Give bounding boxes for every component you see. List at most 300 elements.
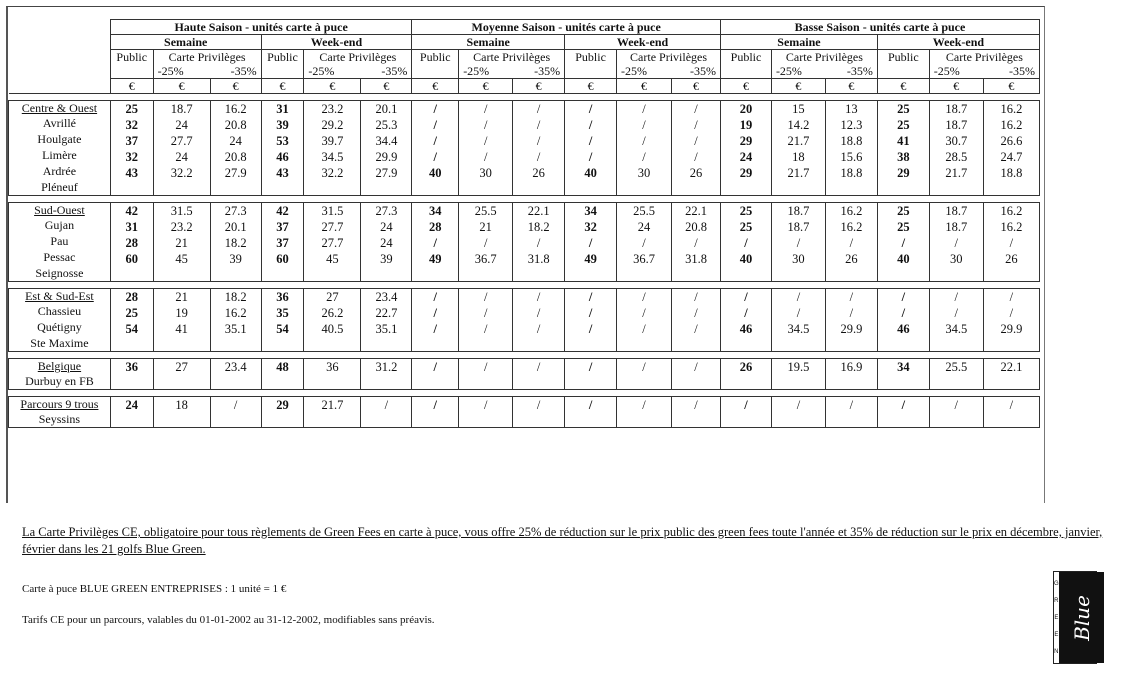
price-value: / bbox=[536, 290, 541, 304]
public-price-cell bbox=[110, 289, 153, 352]
price-value: 18.7 bbox=[945, 102, 968, 116]
price-value: 28 bbox=[125, 290, 138, 304]
price-value: 40.5 bbox=[321, 322, 344, 336]
price-value: 20.8 bbox=[224, 150, 247, 164]
price-value: 27.3 bbox=[375, 204, 398, 218]
discount-labels bbox=[619, 64, 718, 78]
price-value: 24 bbox=[175, 150, 188, 164]
discount-price-cell bbox=[983, 101, 1039, 196]
price-value: 25 bbox=[739, 204, 753, 218]
price-value: 49 bbox=[584, 252, 597, 266]
price-value: 19 bbox=[175, 306, 188, 320]
price-value: 29 bbox=[739, 134, 753, 148]
discount-price-cell bbox=[361, 359, 412, 390]
public-price-cell bbox=[721, 101, 772, 196]
price-value: / bbox=[536, 306, 541, 320]
price-value: 28 bbox=[429, 220, 442, 234]
euro-unit: € bbox=[929, 79, 983, 94]
price-value: 30 bbox=[479, 166, 492, 180]
price-value: 27.3 bbox=[224, 204, 247, 218]
discount-price-cell bbox=[459, 203, 513, 282]
price-value: 25.5 bbox=[945, 360, 968, 374]
price-value: 24 bbox=[739, 150, 753, 164]
price-value: / bbox=[694, 102, 698, 116]
blue-green-logo bbox=[1053, 571, 1097, 664]
price-value: 30.7 bbox=[945, 134, 968, 148]
euro-unit: € bbox=[565, 79, 617, 94]
price-value: 16.2 bbox=[840, 204, 863, 218]
price-value: 40 bbox=[897, 252, 910, 266]
price-value: 34.5 bbox=[787, 322, 810, 336]
price-value: 30 bbox=[792, 252, 805, 266]
discount-price-cell bbox=[304, 359, 361, 390]
price-value: / bbox=[536, 102, 541, 116]
price-value: 45 bbox=[326, 252, 339, 266]
price-value: 35 bbox=[276, 306, 289, 320]
price-value: / bbox=[433, 118, 437, 132]
discount-price-cell bbox=[617, 101, 672, 196]
price-value: 18.8 bbox=[840, 134, 863, 148]
golf-club-name: Pau bbox=[50, 234, 69, 248]
public-price-cell bbox=[110, 101, 153, 196]
price-value: 25 bbox=[897, 220, 910, 234]
price-value: / bbox=[642, 102, 646, 116]
price-value: / bbox=[433, 236, 437, 250]
discount-price-cell bbox=[771, 289, 825, 352]
public-header: Public bbox=[110, 50, 153, 79]
discount-price-cell bbox=[459, 397, 513, 428]
euro-unit: € bbox=[513, 79, 565, 94]
price-value: 36 bbox=[326, 360, 339, 374]
price-value: 41 bbox=[175, 322, 188, 336]
weekend-header: Week-end bbox=[877, 35, 1039, 50]
season-header: Haute Saison - unités carte à puce bbox=[110, 20, 411, 35]
price-value: / bbox=[694, 398, 698, 412]
discount-price-cell bbox=[929, 289, 983, 352]
price-value: 46 bbox=[276, 150, 289, 164]
discount-price-cell bbox=[983, 203, 1039, 282]
price-value: 43 bbox=[125, 166, 138, 180]
region-row bbox=[9, 101, 1040, 196]
euro-unit: € bbox=[261, 79, 304, 94]
price-value: / bbox=[954, 236, 959, 250]
price-value: / bbox=[536, 398, 541, 412]
price-value: / bbox=[642, 322, 646, 336]
carte-label: Carte Privilèges bbox=[630, 50, 708, 64]
euro-unit: € bbox=[459, 79, 513, 94]
price-value: 21.7 bbox=[787, 166, 810, 180]
golf-club-name: Limère bbox=[42, 148, 77, 162]
discount-price-cell bbox=[825, 203, 877, 282]
price-value: 27 bbox=[326, 290, 339, 304]
euro-unit: € bbox=[210, 79, 261, 94]
price-value: 12.3 bbox=[840, 118, 863, 132]
euro-unit: € bbox=[825, 79, 877, 94]
discount-price-cell bbox=[153, 203, 210, 282]
price-value: / bbox=[744, 236, 748, 250]
discount-price-cell bbox=[929, 101, 983, 196]
discount-price-cell bbox=[617, 203, 672, 282]
price-value: / bbox=[694, 290, 698, 304]
price-value: 20 bbox=[739, 102, 753, 116]
price-value: / bbox=[588, 236, 593, 250]
price-value: 21.7 bbox=[787, 134, 810, 148]
public-price-cell bbox=[412, 101, 459, 196]
public-price-cell bbox=[261, 203, 304, 282]
unit-note: Carte à puce BLUE GREEN ENTREPRISES : 1 unité = 1 € bbox=[22, 583, 287, 595]
price-value: 36.7 bbox=[474, 252, 497, 266]
public-price-cell bbox=[877, 203, 929, 282]
discount-price-cell bbox=[513, 397, 565, 428]
public-price-cell bbox=[412, 289, 459, 352]
price-value: 40 bbox=[584, 166, 597, 180]
region-cell bbox=[9, 359, 111, 390]
price-value: / bbox=[588, 102, 593, 116]
discount-price-cell bbox=[304, 397, 361, 428]
carte-label: Carte Privilèges bbox=[785, 50, 863, 64]
price-value: / bbox=[536, 118, 541, 132]
logo-letter: E bbox=[1054, 631, 1059, 638]
discount-25: -25% bbox=[933, 64, 960, 78]
price-value: / bbox=[588, 360, 593, 374]
price-value: 20.8 bbox=[685, 220, 707, 234]
price-value: 26 bbox=[689, 166, 703, 180]
discount-price-cell bbox=[210, 101, 261, 196]
discount-price-cell bbox=[771, 203, 825, 282]
public-price-cell bbox=[565, 289, 617, 352]
price-value: / bbox=[588, 290, 593, 304]
price-value: 24 bbox=[175, 118, 188, 132]
price-value: 54 bbox=[276, 322, 289, 336]
price-value: 25 bbox=[897, 102, 910, 116]
discount-35: -35% bbox=[846, 64, 873, 78]
region-row bbox=[9, 289, 1040, 352]
discount-price-cell bbox=[771, 359, 825, 390]
price-value: 20.1 bbox=[375, 102, 398, 116]
price-value: 26.2 bbox=[321, 306, 344, 320]
discount-price-cell bbox=[672, 359, 721, 390]
price-value: / bbox=[483, 150, 488, 164]
price-value: 24 bbox=[637, 220, 651, 234]
discount-35: -35% bbox=[1009, 64, 1035, 78]
golf-club-name: Chassieu bbox=[37, 304, 82, 318]
region-row bbox=[9, 203, 1040, 282]
discount-25: -25% bbox=[775, 64, 802, 78]
discount-35: -35% bbox=[230, 64, 257, 78]
carte-privileges-header bbox=[771, 50, 877, 79]
price-value: 16.9 bbox=[840, 360, 863, 374]
price-value: 16.2 bbox=[1000, 220, 1023, 234]
price-value: / bbox=[483, 398, 488, 412]
discount-price-cell bbox=[513, 289, 565, 352]
price-value: / bbox=[796, 306, 801, 320]
price-value: 25 bbox=[125, 102, 138, 116]
weekend-header: Week-end bbox=[261, 35, 412, 50]
price-value: / bbox=[642, 360, 646, 374]
discount-price-cell bbox=[825, 397, 877, 428]
discount-price-cell bbox=[771, 101, 825, 196]
price-value: / bbox=[433, 306, 437, 320]
price-value: / bbox=[536, 150, 541, 164]
price-value: 23.4 bbox=[224, 360, 247, 374]
price-value: 32.2 bbox=[321, 166, 344, 180]
price-value: / bbox=[954, 306, 959, 320]
price-value: 29 bbox=[739, 166, 753, 180]
price-value: 16.2 bbox=[1000, 204, 1023, 218]
price-value: / bbox=[483, 102, 488, 116]
season-header: Basse Saison - unités carte à puce bbox=[721, 20, 1040, 35]
price-value: / bbox=[849, 398, 854, 412]
price-value: 23.2 bbox=[321, 102, 344, 116]
price-value: 26 bbox=[532, 166, 545, 180]
price-value: 31 bbox=[276, 102, 289, 116]
price-value: 48 bbox=[276, 360, 289, 374]
discount-25: -25% bbox=[463, 64, 490, 78]
public-price-cell bbox=[877, 289, 929, 352]
price-value: / bbox=[483, 290, 488, 304]
euro-unit: € bbox=[721, 79, 772, 94]
region-name: Parcours 9 trous bbox=[20, 397, 99, 411]
region-row bbox=[9, 397, 1040, 428]
price-value: / bbox=[694, 150, 698, 164]
price-value: 39 bbox=[229, 252, 242, 266]
euro-unit: € bbox=[361, 79, 412, 94]
price-value: 53 bbox=[276, 134, 289, 148]
price-value: 16.2 bbox=[224, 306, 247, 320]
price-value: 18.7 bbox=[945, 118, 968, 132]
price-value: / bbox=[433, 134, 437, 148]
price-value: 54 bbox=[125, 322, 138, 336]
price-value: 16.2 bbox=[840, 220, 863, 234]
price-value: / bbox=[642, 236, 646, 250]
price-value: 18.2 bbox=[527, 220, 550, 234]
price-value: / bbox=[642, 290, 646, 304]
carte-label: Carte Privilèges bbox=[319, 50, 397, 64]
discount-price-cell bbox=[513, 203, 565, 282]
price-value: 40 bbox=[429, 166, 442, 180]
price-value: / bbox=[796, 236, 801, 250]
discount-price-cell bbox=[672, 289, 721, 352]
golf-club-name: Ste Maxime bbox=[30, 336, 89, 350]
discount-price-cell bbox=[153, 359, 210, 390]
price-value: 30 bbox=[637, 166, 651, 180]
public-price-cell bbox=[877, 101, 929, 196]
discount-price-cell bbox=[983, 397, 1039, 428]
discount-35: -35% bbox=[690, 64, 717, 78]
price-value: 45 bbox=[175, 252, 188, 266]
region-row bbox=[9, 359, 1040, 390]
discount-price-cell bbox=[672, 203, 721, 282]
discount-labels bbox=[461, 64, 562, 78]
price-value: 36.7 bbox=[633, 252, 655, 266]
price-value: 32.2 bbox=[170, 166, 193, 180]
golf-club-name: Avrillé bbox=[42, 116, 76, 130]
weekend-header: Week-end bbox=[565, 35, 721, 50]
price-value: 28 bbox=[125, 236, 138, 250]
price-value: / bbox=[588, 322, 593, 336]
discount-price-cell bbox=[304, 203, 361, 282]
public-price-cell bbox=[721, 397, 772, 428]
golf-club-name: Pléneuf bbox=[41, 180, 78, 194]
golf-club-name: Durbuy en FB bbox=[25, 374, 94, 388]
public-price-cell bbox=[877, 397, 929, 428]
price-value: 16.2 bbox=[1000, 118, 1023, 132]
discount-price-cell bbox=[983, 359, 1039, 390]
price-value: 25.5 bbox=[633, 204, 655, 218]
price-value: / bbox=[642, 150, 646, 164]
tarifs-table bbox=[8, 19, 1040, 428]
price-value: 18.7 bbox=[945, 204, 968, 218]
price-value: / bbox=[233, 398, 238, 412]
price-value: 39.7 bbox=[321, 134, 344, 148]
price-value: / bbox=[796, 398, 801, 412]
price-value: 39 bbox=[380, 252, 393, 266]
discount-price-cell bbox=[304, 289, 361, 352]
price-value: 22.1 bbox=[1000, 360, 1023, 374]
price-value: / bbox=[588, 150, 593, 164]
price-value: / bbox=[642, 134, 646, 148]
price-value: 39 bbox=[276, 118, 289, 132]
public-header: Public bbox=[261, 50, 304, 79]
price-value: 37 bbox=[276, 220, 289, 234]
price-value: 19 bbox=[739, 118, 753, 132]
region-name: Belgique bbox=[37, 359, 82, 373]
discount-price-cell bbox=[672, 101, 721, 196]
golf-club-name: Ardrée bbox=[42, 164, 77, 178]
price-value: 23.4 bbox=[375, 290, 398, 304]
price-value: / bbox=[954, 398, 959, 412]
price-value: 25 bbox=[897, 204, 910, 218]
discount-price-cell bbox=[210, 397, 261, 428]
price-value: 21.7 bbox=[321, 398, 344, 412]
logo-script: Blue bbox=[1059, 572, 1105, 663]
price-value: 29 bbox=[897, 166, 910, 180]
carte-privileges-header bbox=[617, 50, 721, 79]
discount-price-cell bbox=[672, 397, 721, 428]
price-value: 22.1 bbox=[685, 204, 707, 218]
price-value: 25 bbox=[897, 118, 910, 132]
price-value: / bbox=[1009, 290, 1014, 304]
price-value: 31 bbox=[125, 220, 138, 234]
price-value: 19.5 bbox=[787, 360, 810, 374]
discount-labels bbox=[156, 64, 259, 78]
public-price-cell bbox=[261, 289, 304, 352]
price-value: 32 bbox=[584, 220, 597, 234]
public-header: Public bbox=[877, 50, 929, 79]
price-value: 26.6 bbox=[1000, 134, 1023, 148]
discount-price-cell bbox=[929, 203, 983, 282]
semaine-header: Semaine bbox=[721, 35, 878, 50]
price-value: / bbox=[483, 360, 488, 374]
discount-price-cell bbox=[361, 289, 412, 352]
price-value: 42 bbox=[276, 204, 289, 218]
price-value: 38 bbox=[897, 150, 910, 164]
price-value: / bbox=[536, 360, 541, 374]
price-value: / bbox=[849, 306, 854, 320]
price-value: 29.9 bbox=[840, 322, 863, 336]
price-value: 18.2 bbox=[224, 236, 247, 250]
discount-price-cell bbox=[825, 289, 877, 352]
price-value: 36 bbox=[125, 360, 138, 374]
price-value: 34.5 bbox=[321, 150, 344, 164]
price-value: / bbox=[642, 118, 646, 132]
logo-letter: R bbox=[1054, 597, 1059, 604]
euro-unit: € bbox=[110, 79, 153, 94]
price-value: / bbox=[744, 306, 748, 320]
discount-price-cell bbox=[825, 359, 877, 390]
golf-club-name: Seignosse bbox=[35, 266, 84, 280]
price-value: 60 bbox=[125, 252, 138, 266]
discount-price-cell bbox=[153, 101, 210, 196]
price-value: 25.3 bbox=[375, 118, 398, 132]
carte-label: Carte Privilèges bbox=[473, 50, 551, 64]
public-price-cell bbox=[721, 203, 772, 282]
price-value: 34.4 bbox=[375, 134, 398, 148]
public-price-cell bbox=[261, 359, 304, 390]
price-value: 24.7 bbox=[1000, 150, 1023, 164]
price-value: / bbox=[433, 360, 437, 374]
price-value: / bbox=[536, 134, 541, 148]
price-value: / bbox=[901, 306, 906, 320]
price-value: 27.9 bbox=[375, 166, 398, 180]
price-value: / bbox=[1009, 236, 1014, 250]
price-value: / bbox=[744, 398, 748, 412]
public-header: Public bbox=[412, 50, 459, 79]
price-value: 18.7 bbox=[170, 102, 193, 116]
discount-35: -35% bbox=[381, 64, 408, 78]
carte-privileges-header bbox=[459, 50, 565, 79]
price-value: / bbox=[433, 398, 437, 412]
price-value: 18 bbox=[792, 150, 805, 164]
discount-price-cell bbox=[210, 359, 261, 390]
price-value: 16.2 bbox=[1000, 102, 1023, 116]
price-value: / bbox=[694, 134, 698, 148]
price-value: 34.5 bbox=[945, 322, 968, 336]
season-header: Moyenne Saison - unités carte à puce bbox=[412, 20, 721, 35]
discount-price-cell bbox=[304, 101, 361, 196]
price-value: / bbox=[694, 118, 698, 132]
price-value: / bbox=[901, 398, 906, 412]
price-value: 31.5 bbox=[170, 204, 193, 218]
discount-price-cell bbox=[929, 397, 983, 428]
price-value: 18.7 bbox=[787, 220, 810, 234]
golf-club-name: Pessac bbox=[43, 250, 76, 264]
public-price-cell bbox=[877, 359, 929, 390]
price-value: 14.2 bbox=[787, 118, 810, 132]
price-value: 46 bbox=[739, 322, 753, 336]
price-value: 27.9 bbox=[224, 166, 247, 180]
discount-price-cell bbox=[825, 101, 877, 196]
validity-note: Tarifs CE pour un parcours, valables du 01-01-2002 au 31-12-2002, modifiables sans préavis. bbox=[22, 614, 435, 626]
price-value: 25 bbox=[125, 306, 138, 320]
public-header: Public bbox=[565, 50, 617, 79]
discount-price-cell bbox=[210, 289, 261, 352]
carte-privileges-header bbox=[929, 50, 1039, 79]
carte-privileges-note: La Carte Privilèges CE, obligatoire pour tous règlements de Green Fees en carte à puce, vous offre 25% de réduction sur le prix public des green fees toute l'année et 35% de réduction sur le prix en décembre, janvier, février dans les 21 golfs Blue Green. bbox=[22, 525, 1103, 556]
public-header: Public bbox=[721, 50, 772, 79]
discount-price-cell bbox=[153, 397, 210, 428]
carte-privileges-header bbox=[304, 50, 412, 79]
discount-price-cell bbox=[210, 203, 261, 282]
price-value: 18.2 bbox=[224, 290, 247, 304]
discount-price-cell bbox=[617, 397, 672, 428]
price-value: 27.7 bbox=[321, 236, 344, 250]
price-value: 18.8 bbox=[840, 166, 863, 180]
price-value: 23.2 bbox=[170, 220, 193, 234]
price-value: / bbox=[849, 290, 854, 304]
price-value: / bbox=[954, 290, 959, 304]
logo-letter: E bbox=[1054, 614, 1059, 621]
